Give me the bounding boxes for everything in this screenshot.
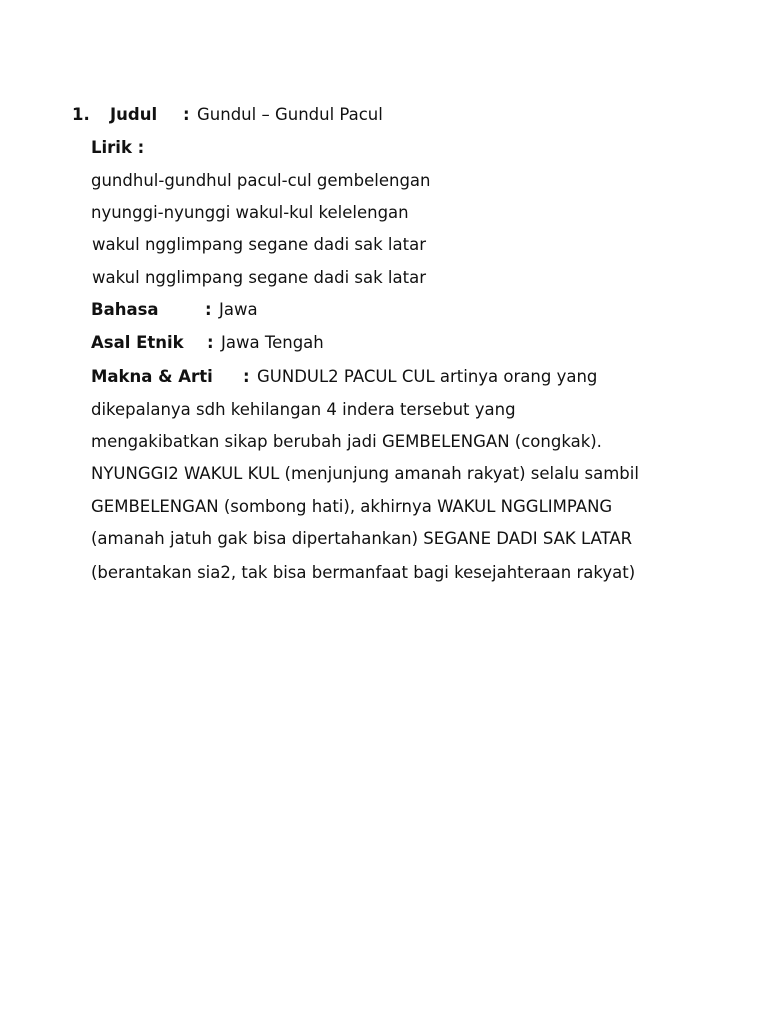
makna-line: dikepalanya sdh kehilangan 4 indera tersebut yang	[91, 400, 516, 419]
makna-label: Makna & Arti	[91, 367, 213, 386]
bahasa-label: Bahasa	[91, 300, 159, 319]
makna-line: (berantakan sia2, tak bisa bermanfaat bagi kesejahteraan rakyat)	[91, 563, 636, 582]
lirik-line: gundhul-gundhul pacul-cul gembelengan	[91, 171, 431, 190]
makna-line: (amanah jatuh gak bisa dipertahankan) SEGANE DADI SAK LATAR	[91, 529, 633, 548]
judul-label: Judul	[110, 105, 158, 124]
makna-line: NYUNGGI2 WAKUL KUL (menjunjung amanah rakyat) selalu sambil	[91, 464, 639, 483]
makna-colon: :	[243, 367, 250, 386]
asal-etnik-label: Asal Etnik	[91, 333, 184, 352]
judul-value: Gundul – Gundul Pacul	[197, 105, 383, 124]
lirik-line: nyunggi-nyunggi wakul-kul kelelengan	[91, 203, 409, 222]
bahasa-value: Jawa	[219, 300, 258, 319]
makna-line: GEMBELENGAN (sombong hati), akhirnya WAKUL NGGLIMPANG	[91, 497, 613, 516]
makna-line: mengakibatkan sikap berubah jadi GEMBELENGAN (congkak).	[91, 432, 602, 451]
asal-etnik-colon: :	[207, 333, 214, 352]
bahasa-colon: :	[205, 300, 212, 319]
asal-etnik-value: Jawa Tengah	[221, 333, 324, 352]
lirik-line: wakul ngglimpang segane dadi sak latar	[92, 235, 426, 254]
lirik-line: wakul ngglimpang segane dadi sak latar	[92, 268, 426, 287]
makna-first-line: GUNDUL2 PACUL CUL artinya orang yang	[257, 367, 598, 386]
lirik-label: Lirik :	[91, 138, 145, 157]
list-number: 1.	[72, 105, 90, 124]
judul-colon: :	[183, 105, 190, 124]
